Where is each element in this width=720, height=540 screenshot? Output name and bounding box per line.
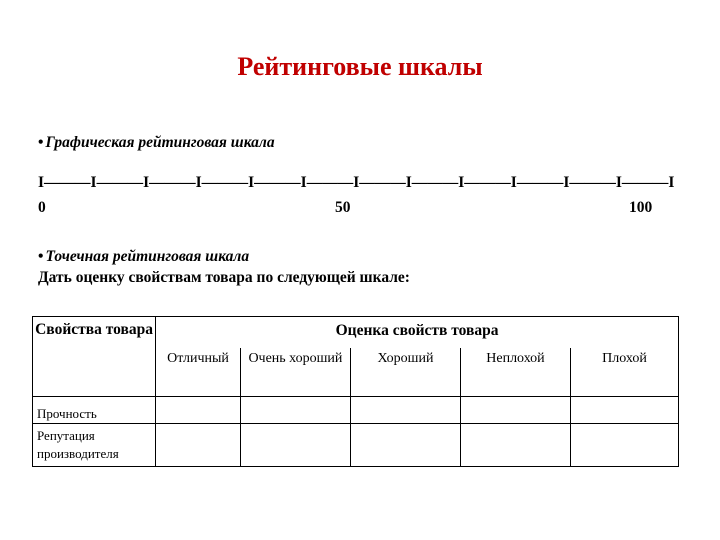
graphic-scale-heading-text: Графическая рейтинговая шкала (45, 134, 275, 151)
column-header-bad: Плохой (570, 348, 678, 396)
column-header-very-good: Очень хороший (240, 348, 350, 396)
rating-table (32, 316, 679, 467)
table-row (33, 424, 679, 467)
column-header-good: Хороший (350, 348, 460, 396)
column-header-not-bad: Неплохой (460, 348, 570, 396)
rating-cell[interactable] (350, 397, 460, 424)
bullet-1: • (38, 134, 44, 151)
row-label-durability: Прочность (33, 397, 156, 424)
property-header: Свойства товара (33, 317, 156, 397)
rating-cell[interactable] (460, 424, 570, 467)
rating-cell[interactable] (240, 424, 350, 467)
rating-cell[interactable] (460, 397, 570, 424)
scale-label-mid: 50 (335, 199, 351, 216)
group-header: Оценка свойств товара (156, 317, 679, 349)
rating-cell[interactable] (156, 397, 241, 424)
scale-label-min: 0 (38, 199, 46, 216)
page-title: Рейтинговые шкалы (237, 52, 483, 81)
point-scale-heading-text: Точечная рейтинговая шкала (45, 248, 250, 265)
scale-label-max: 100 (629, 199, 653, 216)
rating-cell[interactable] (240, 397, 350, 424)
graphic-rating-scale: I———I———I———I———I———I———I———I———I———I———I———I———I (38, 174, 675, 191)
rating-instruction: Дать оценку свойствам товара по следующей шкале: (38, 269, 410, 286)
table-row (33, 397, 679, 424)
column-header-excellent: Отличный (156, 348, 241, 396)
row-label-reputation: Репутация производителя (33, 424, 156, 467)
bullet-2: • (38, 248, 44, 265)
graphic-scale-heading (38, 134, 275, 152)
rating-cell[interactable] (350, 424, 460, 467)
rating-cell[interactable] (570, 424, 678, 467)
rating-cell[interactable] (156, 424, 241, 467)
point-scale-heading (38, 248, 249, 266)
rating-cell[interactable] (570, 397, 678, 424)
